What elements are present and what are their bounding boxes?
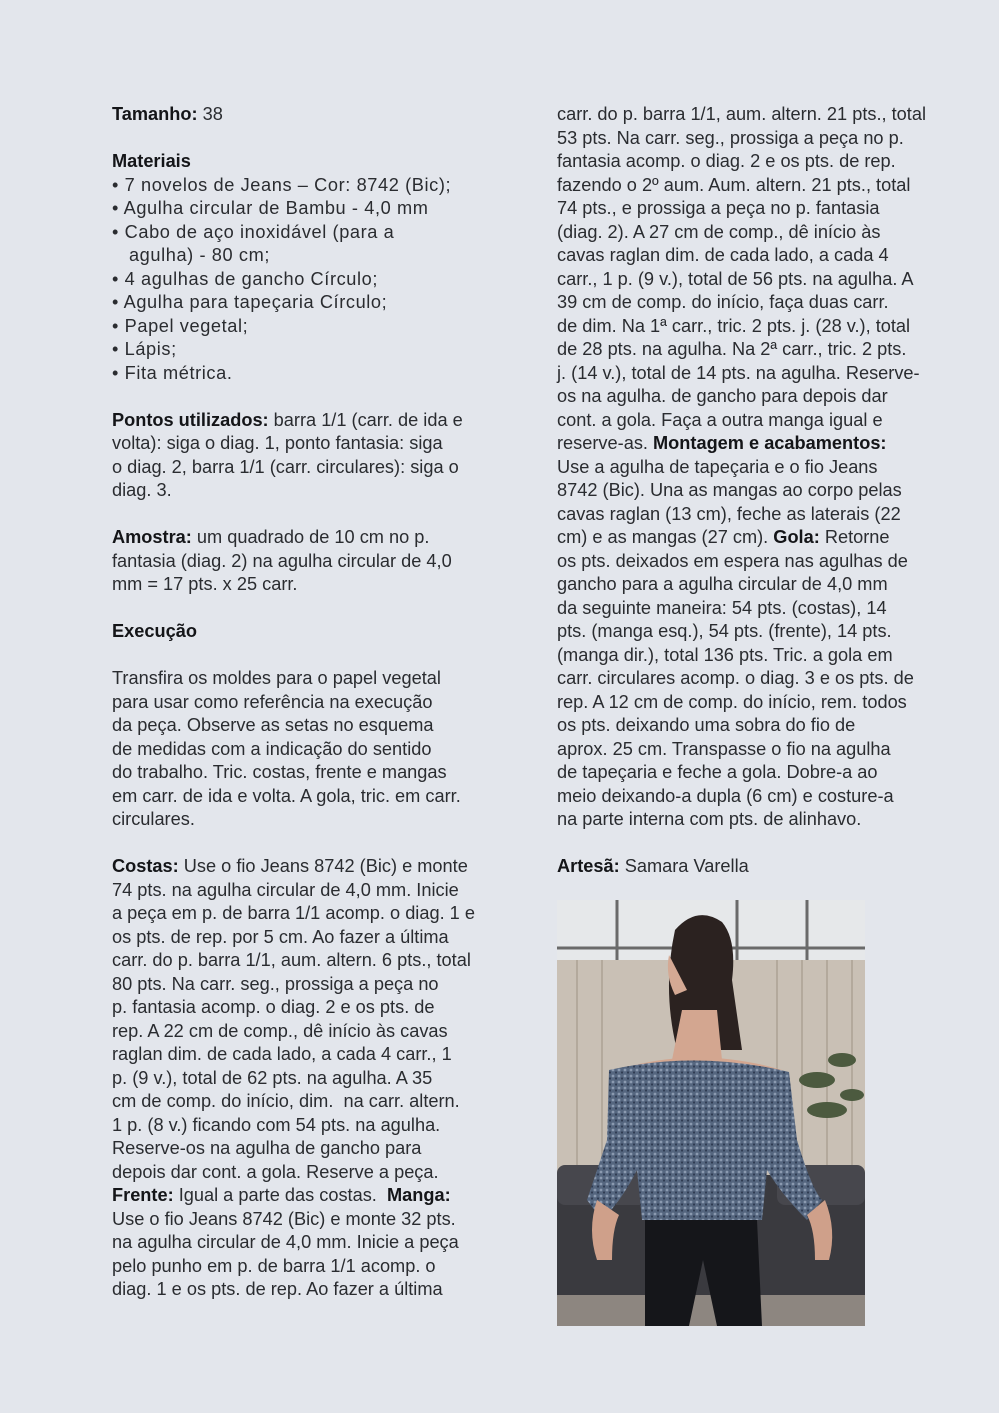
back-line: [112, 855, 507, 879]
execution-text: do trabalho. Tric. costas, frente e mangas: [112, 762, 447, 782]
sleeve-text: de 28 pts. na agulha. Na 2ª carr., tric. 2 pts.: [557, 339, 907, 359]
sleeve-label: Manga:: [386, 1185, 451, 1205]
execution-text: da peça. Observe as setas no esquema: [112, 715, 434, 735]
size-line: [112, 103, 507, 127]
back-text: a peça em p. de barra 1/1 acomp. o diag. 1 e: [112, 903, 475, 923]
artisan-name: Samara Varella: [619, 856, 749, 876]
back-text: p. (9 v.), total de 62 pts. na agulha. A 35: [112, 1067, 433, 1088]
collar-text: os pts. deixando uma sobra do fio de: [557, 715, 856, 735]
sample-text: mm = 17 pts. x 25 carr.: [112, 574, 298, 594]
size-label: Tamanho:: [112, 104, 198, 124]
back-text: cm de comp. do início, dim. na carr. altern.: [112, 1091, 460, 1111]
sleeve-text: de dim. Na 1ª carr., tric. 2 pts. j. (28 v.), total: [557, 315, 911, 336]
back-text: rep. A 22 cm de comp., dê início às cavas: [112, 1020, 448, 1041]
sleeve-text: j. (14 v.), total de 14 pts. na agulha. Reserve-: [557, 362, 920, 383]
material-item: • 4 agulhas de gancho Círculo;: [112, 268, 379, 289]
material-item: • Fita métrica.: [112, 362, 233, 383]
right-column: [557, 103, 952, 879]
sleeve-text: os na agulha. de gancho para depois dar: [557, 386, 888, 406]
sleeve-text: pelo punho em p. de barra 1/1 acomp. o: [112, 1255, 436, 1276]
back-text: carr. do p. barra 1/1, aum. altern. 6 pts., total: [112, 950, 471, 970]
sleeve-text: carr., 1 p. (9 v.), total de 56 pts. na agulha. A: [557, 268, 914, 289]
collar-text: Retorne: [819, 527, 890, 547]
sleeve-text: 53 pts. Na carr. seg., prossiga a peça no p.: [557, 127, 904, 148]
execution-text: circulares.: [112, 809, 195, 829]
assembly-text: cm) e as mangas (27 cm).: [557, 527, 774, 547]
back-text: os pts. de rep. por 5 cm. Ao fazer a última: [112, 926, 449, 947]
back-label: Costas:: [112, 856, 179, 876]
stitches-text: diag. 3.: [112, 480, 172, 500]
stitches-text: volta): siga o diag. 1, ponto fantasia: siga: [112, 433, 443, 453]
front-text: Igual a parte das costas.: [173, 1185, 387, 1205]
material-item: • Papel vegetal;: [112, 315, 249, 336]
sample-text: fantasia (diag. 2) na agulha circular de 4,0: [112, 550, 452, 571]
collar-text: carr. circulares acomp. o diag. 3 e os pts. de: [557, 668, 914, 688]
model-photo: [557, 900, 865, 1326]
back-text: raglan dim. de cada lado, a cada 4 carr., 1: [112, 1044, 452, 1064]
collar-text: rep. A 12 cm de comp. do início, rem. todos: [557, 691, 907, 712]
stitches-text: o diag. 2, barra 1/1 (carr. circulares): siga o: [112, 456, 459, 477]
material-item: • Agulha circular de Bambu - 4,0 mm: [112, 198, 429, 218]
collar-line: [557, 526, 952, 550]
size-value: 38: [197, 104, 223, 124]
left-column: [112, 103, 507, 1302]
model-photo-illustration: [557, 900, 865, 1326]
materials-list: [112, 174, 507, 386]
sleeve-text: fantasia acomp. o diag. 2 e os pts. de rep.: [557, 151, 896, 171]
artisan-label: Artesã:: [557, 856, 620, 876]
collar-text: na parte interna com pts. de alinhavo.: [557, 809, 862, 829]
stitches-line: [112, 409, 507, 433]
collar-text: meio deixando-a dupla (6 cm) e costure-a: [557, 785, 894, 806]
collar-text: da seguinte maneira: 54 pts. (costas), 14: [557, 597, 887, 618]
sleeve-text: cont. a gola. Faça a outra manga igual e: [557, 409, 883, 430]
assembly-line: [557, 432, 952, 456]
assembly-text: cavas raglan (13 cm), feche as laterais (22: [557, 503, 901, 524]
execution-text: para usar como referência na execução: [112, 691, 433, 712]
collar-text: aprox. 25 cm. Transpasse o fio na agulha: [557, 738, 891, 759]
material-item: • 7 novelos de Jeans – Cor: 8742 (Bic);: [112, 174, 452, 195]
artisan-line: [557, 855, 952, 879]
sleeve-text: Use o fio Jeans 8742 (Bic) e monte 32 pts.: [112, 1208, 456, 1229]
collar-label: Gola:: [773, 527, 820, 547]
sample-text: um quadrado de 10 cm no p.: [191, 527, 430, 547]
back-text: 74 pts. na agulha circular de 4,0 mm. Inicie: [112, 879, 459, 900]
back-text: 80 pts. Na carr. seg., prossiga a peça no: [112, 973, 439, 994]
execution-text: Transfira os moldes para o papel vegetal: [112, 668, 441, 688]
back-text: depois dar cont. a gola. Reserve a peça.: [112, 1161, 439, 1182]
sleeve-text: cavas raglan dim. de cada lado, a cada 4: [557, 245, 889, 265]
collar-text: pts. (manga esq.), 54 pts. (frente), 14 pts.: [557, 621, 892, 641]
sleeve-text: carr. do p. barra 1/1, aum. altern. 21 pts., total: [557, 104, 926, 124]
assembly-text: 8742 (Bic). Una as mangas ao corpo pelas: [557, 480, 902, 500]
sleeve-text: diag. 1 e os pts. de rep. Ao fazer a última: [112, 1279, 443, 1299]
back-text: 1 p. (8 v.) ficando com 54 pts. na agulha.: [112, 1114, 441, 1135]
front-label: Frente:: [112, 1185, 174, 1205]
sleeve-text: 74 pts., e prossiga a peça no p. fantasia: [557, 198, 880, 218]
materials-heading: Materiais: [112, 151, 191, 171]
execution-text: em carr. de ida e volta. A gola, tric. em carr.: [112, 785, 461, 806]
sleeve-text: fazendo o 2º aum. Aum. altern. 21 pts., total: [557, 174, 911, 195]
stitches-text: barra 1/1 (carr. de ida e: [268, 409, 463, 430]
sleeve-text: 39 cm de comp. do início, faça duas carr.: [557, 292, 889, 312]
execution-heading: Execução: [112, 621, 197, 641]
sleeve-text: na agulha circular de 4,0 mm. Inicie a peça: [112, 1232, 459, 1252]
front-line: [112, 1184, 507, 1208]
stitches-label: Pontos utilizados:: [112, 409, 269, 430]
material-item: • Lápis;: [112, 339, 177, 359]
back-text: Use o fio Jeans 8742 (Bic) e monte: [178, 856, 468, 876]
assembly-label: Montagem e acabamentos:: [653, 433, 887, 453]
collar-text: de tapeçaria e feche a gola. Dobre-a ao: [557, 762, 878, 782]
assembly-pre: reserve-as.: [557, 433, 654, 453]
collar-text: gancho para a agulha circular de 4,0 mm: [557, 574, 888, 594]
assembly-text: Use a agulha de tapeçaria e o fio Jeans: [557, 456, 878, 477]
back-text: p. fantasia acomp. o diag. 2 e os pts. de: [112, 997, 435, 1017]
sleeve-text: (diag. 2). A 27 cm de comp., dê início às: [557, 221, 881, 242]
material-item: • Agulha para tapeçaria Círculo;: [112, 292, 388, 312]
collar-text: (manga dir.), total 136 pts. Tric. a gola em: [557, 644, 893, 665]
material-item: • Cabo de aço inoxidável (para a: [112, 221, 395, 242]
execution-text: de medidas com a indicação do sentido: [112, 738, 432, 759]
back-text: Reserve-os na agulha de gancho para: [112, 1138, 422, 1158]
sample-line: [112, 526, 507, 550]
material-item: agulha) - 80 cm;: [112, 245, 270, 265]
collar-text: os pts. deixados em espera nas agulhas de: [557, 550, 908, 571]
sample-label: Amostra:: [112, 527, 192, 547]
